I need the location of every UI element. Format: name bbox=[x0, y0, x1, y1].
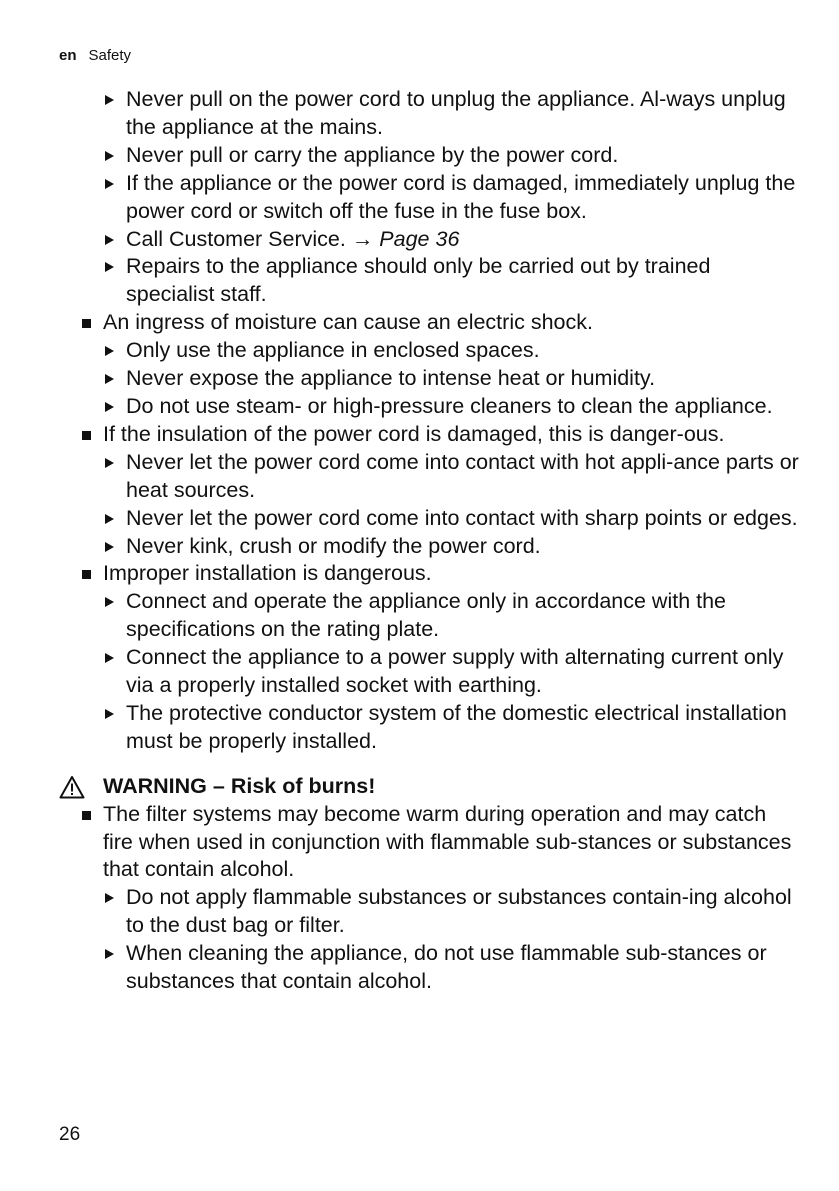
triangle-bullet-icon bbox=[105, 458, 114, 468]
instruction-text: Repairs to the appliance should only be carried out by trained specialist staff. bbox=[126, 254, 711, 307]
instruction-item bbox=[0, 884, 839, 940]
instruction-item bbox=[0, 700, 839, 756]
hazard-text: The filter systems may become warm during operation and may catch fire when used in conjunction with flammable sub-stances or substances that contain alcohol. bbox=[103, 801, 792, 882]
square-bullet-icon bbox=[82, 319, 91, 328]
instruction-text: Never expose the appliance to intense heat or humidity. bbox=[126, 366, 656, 391]
triangle-bullet-icon bbox=[105, 949, 114, 959]
triangle-bullet-icon bbox=[105, 262, 114, 272]
square-bullet-icon bbox=[82, 431, 91, 440]
instruction-item bbox=[0, 337, 839, 365]
triangle-bullet-icon bbox=[105, 542, 114, 552]
hazard-text: An ingress of moisture can cause an electric shock. bbox=[103, 310, 593, 335]
hazard-item bbox=[0, 309, 839, 337]
instruction-item bbox=[0, 365, 839, 393]
instruction-item bbox=[0, 940, 839, 996]
instruction-item bbox=[0, 505, 839, 533]
instruction-item bbox=[0, 226, 839, 254]
instruction-item bbox=[0, 253, 839, 309]
instruction-item bbox=[0, 86, 839, 142]
triangle-bullet-icon bbox=[105, 514, 114, 524]
instruction-text: Connect the appliance to a power supply with alternating current only via a properly installed socket with earthing. bbox=[126, 645, 784, 698]
page-number: 26 bbox=[59, 1124, 81, 1145]
warning-text: WARNING – Risk of burns! bbox=[103, 773, 376, 798]
warning-triangle-icon bbox=[59, 775, 85, 799]
instruction-item bbox=[0, 393, 839, 421]
instruction-text: Call Customer Service. → bbox=[126, 226, 380, 251]
instruction-text: Only use the appliance in enclosed spaces. bbox=[126, 338, 540, 363]
section-title: Safety bbox=[88, 47, 132, 64]
triangle-bullet-icon bbox=[105, 151, 114, 161]
hazard-item bbox=[0, 560, 839, 588]
triangle-bullet-icon bbox=[105, 893, 114, 903]
instruction-item bbox=[0, 533, 839, 561]
instruction-item bbox=[0, 644, 839, 700]
instruction-text: Connect and operate the appliance only in accordance with the specifications on the rating plate. bbox=[126, 589, 727, 642]
triangle-bullet-icon bbox=[105, 95, 114, 105]
triangle-bullet-icon bbox=[105, 346, 114, 356]
instruction-item bbox=[0, 170, 839, 226]
square-bullet-icon bbox=[82, 570, 91, 579]
triangle-bullet-icon bbox=[105, 374, 114, 384]
warning-heading bbox=[0, 773, 839, 801]
triangle-bullet-icon bbox=[105, 179, 114, 189]
safety-content bbox=[0, 86, 839, 996]
page-reference-link[interactable]: Page 36 bbox=[379, 226, 460, 251]
instruction-item bbox=[0, 142, 839, 170]
triangle-bullet-icon bbox=[105, 235, 114, 245]
instruction-item bbox=[0, 449, 839, 505]
triangle-bullet-icon bbox=[105, 597, 114, 607]
triangle-bullet-icon bbox=[105, 653, 114, 663]
instruction-text: Do not use steam- or high-pressure cleaners to clean the appliance. bbox=[126, 393, 773, 418]
instruction-item bbox=[0, 588, 839, 644]
instruction-text: Never pull on the power cord to unplug the appliance. Al-ways unplug the appliance at the mains. bbox=[126, 87, 786, 139]
page-header bbox=[59, 47, 131, 65]
instruction-text: The protective conductor system of the domestic electrical installation must be properly installed. bbox=[126, 700, 787, 753]
hazard-text: Improper installation is dangerous. bbox=[103, 561, 432, 586]
instruction-text: Never let the power cord come into contact with hot appli-ance parts or heat sources. bbox=[126, 449, 799, 502]
instruction-text: Never pull or carry the appliance by the power cord. bbox=[126, 142, 619, 167]
triangle-bullet-icon bbox=[105, 709, 114, 719]
hazard-item bbox=[0, 421, 839, 449]
triangle-bullet-icon bbox=[105, 402, 114, 412]
hazard-item bbox=[0, 801, 839, 885]
square-bullet-icon bbox=[82, 811, 91, 820]
instruction-text: When cleaning the appliance, do not use flammable sub-stances or substances that contain alcohol. bbox=[126, 941, 767, 994]
instruction-text: Never let the power cord come into contact with sharp points or edges. bbox=[126, 505, 798, 530]
instruction-text: If the appliance or the power cord is damaged, immediately unplug the power cord or switch off the fuse in the fuse box. bbox=[126, 170, 796, 223]
instruction-text: Never kink, crush or modify the power cord. bbox=[126, 533, 541, 558]
language-code: en bbox=[59, 47, 77, 64]
hazard-text: If the insulation of the power cord is damaged, this is danger-ous. bbox=[103, 421, 725, 446]
instruction-text: Do not apply flammable substances or substances contain-ing alcohol to the dust bag or filter. bbox=[126, 885, 792, 938]
